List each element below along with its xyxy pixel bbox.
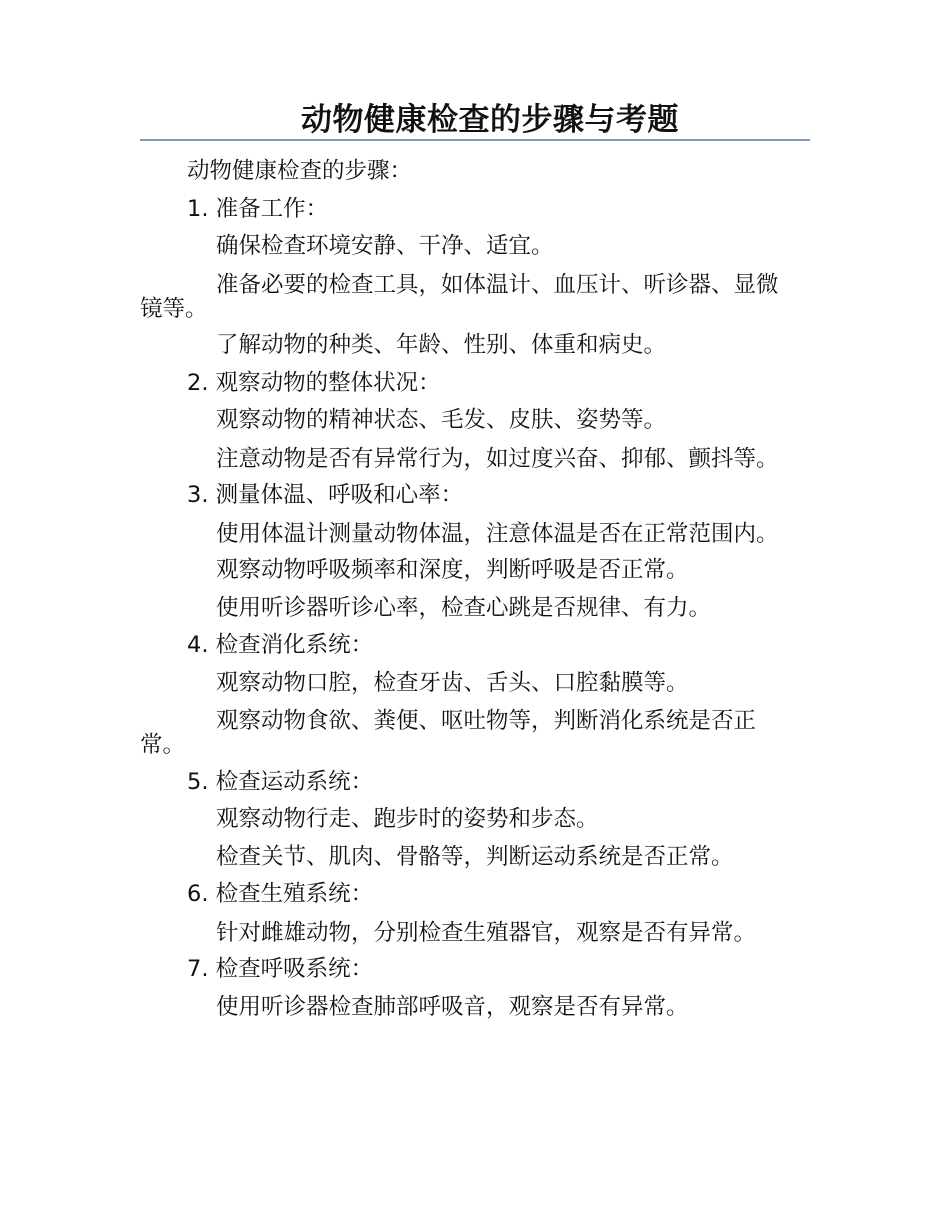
section-heading-5: 5. 检查运动系统：	[187, 768, 374, 795]
section-4-item: 观察动物食欲、粪便、呕吐物等，判断消化系统是否正常。	[140, 708, 757, 758]
section-3-item: 观察动物呼吸频率和深度，判断呼吸是否正常。	[216, 557, 689, 583]
section-heading-2: 2. 观察动物的整体状况：	[187, 369, 441, 396]
section-4-item: 观察动物口腔，检查牙齿、舌头、口腔黏膜等。	[216, 669, 689, 696]
section-2-item: 注意动物是否有异常行为，如过度兴奋、抑郁、颤抖等。	[216, 445, 779, 472]
section-3-item: 使用听诊器听诊心率，检查心跳是否规律、有力。	[216, 594, 712, 621]
section-6-item: 针对雌雄动物，分别检查生殖器官，观察是否有异常。	[216, 919, 757, 946]
intro-line: 动物健康检查的步骤：	[187, 158, 413, 184]
section-5-item: 检查关节、肌肉、骨骼等，判断运动系统是否正常。	[216, 843, 734, 870]
section-heading-4: 4. 检查消化系统：	[187, 632, 374, 658]
section-7-item: 使用听诊器检查肺部呼吸音，观察是否有异常。	[216, 993, 689, 1020]
section-3-item: 使用体温计测量动物体温，注意体温是否在正常范围内。	[216, 520, 779, 547]
section-1-item: 了解动物的种类、年龄、性别、体重和病史。	[216, 332, 667, 358]
section-heading-6: 6. 检查生殖系统：	[187, 881, 374, 907]
title-underline	[140, 139, 810, 141]
section-2-item: 观察动物的精神状态、毛发、皮肤、姿势等。	[216, 407, 667, 433]
document-title: 动物健康检查的步骤与考题	[301, 102, 679, 138]
section-heading-3: 3. 测量体温、呼吸和心率：	[187, 482, 464, 508]
section-heading-1: 1. 准备工作：	[187, 195, 329, 222]
section-1-item: 确保检查环境安静、干净、适宜。	[216, 233, 554, 259]
section-5-item: 观察动物行走、跑步时的姿势和步态。	[216, 806, 599, 832]
section-heading-7: 7. 检查呼吸系统：	[187, 956, 374, 982]
section-1-item: 准备必要的检查工具，如体温计、血压计、听诊器、显微镜等。	[140, 271, 779, 322]
document-body	[140, 153, 800, 1026]
